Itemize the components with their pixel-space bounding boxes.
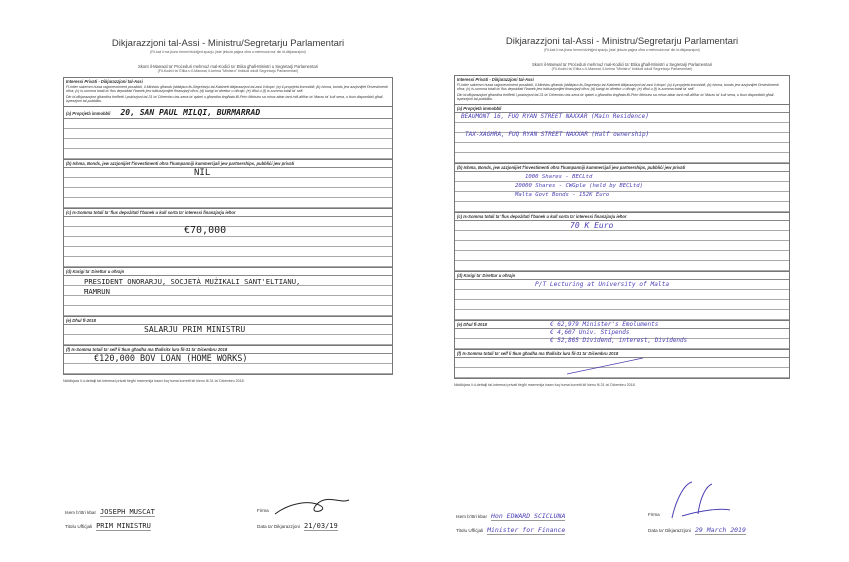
signature-icon [271,496,351,520]
section-e-entry-3: € 52,865 Dividend, interest, Dividends [550,336,688,344]
page-title: Dikjarazzjoni tal-Assi - Ministru/Segretarju Parlamentari [505,36,739,47]
interests-heading: Interessi Privati - Dikjarazzjoni tal-Assi [457,77,534,82]
section-d [63,268,393,317]
section-a-entry: 20, SAN PAUL MILQI, BURMARRAD [120,107,261,117]
section-e [63,317,393,346]
strike-through-icon [565,356,645,376]
left-declaration-page [63,38,393,528]
section-e-label: (e) Dħul fl-2018 [455,321,789,329]
section-f-label: (f) Is-Somma totali ta' self li tkun għadha ma tħallsitx lura fil-31 ta' Diċembru 2018 [64,346,392,354]
section-c-entry: 70 K Euro [570,220,614,230]
name-value: Hon EDWARD SCICLUNA [491,512,566,520]
section-d [454,272,790,321]
page-subtitle: (Fil-każ li ma jkunx hemm biżżejjed spazju, jista' jintuża paġna oħra u mehmuża ma' din id-dikjarazzjoni) [150,50,306,54]
title-value: PRIM MINISTRU [96,522,151,530]
section-a-entry-1: BEAUMONT 16, FUQ RYAN STREET NAXXAR (Main Residence) [461,112,649,120]
section-d-entry-2: ĦAMRUN [84,286,110,296]
section-c-label: (c) Is-Somma totali ta' flus depożitati f'banek u kull sorta ta' interessi finanzjarju ieħor [64,209,392,217]
section-f [63,346,393,375]
signature-row: Firma [257,508,269,513]
section-b-label: (b) Ishma, Bonds, jew azzjonijiet f'investimenti oħra f'kumpanniji kummerċjali jew partnerships, pubbliċi jew privati [455,164,789,172]
section-d-label: (d) Karigi ta' Direttur u oħrajn [455,272,789,280]
section-a-label: (a) Proprjetà immobbli 20, SAN PAUL MILQI, BURMARRAD [64,107,392,119]
interests-text: Fl-intier sakemm huwa raġonevolment possibbli, il-Ministru għandu jiddikjara lis-Segretarju tal-Kabinett dikjarazzjoni tal-assi li tkopri: (a) il-proprjetà immobbli; (b) ishma, bonds jew azzjonijiet f'investimenti oħra; (c) is-somma totali ta' flus depożitati f'banek jew istituzzjonijiet finanzjarji oħra; (d) karigi ta' direttur u oħrajn; (e) dħul u (f) is-somma totali ta' self. [457,83,779,92]
date-row: Data ta' Dikjarazzjoni 21/03/19 [257,522,338,530]
section-b [454,164,790,213]
section-f-entry: €120,000 BOV LOAN (HOME WORKS) [94,353,248,364]
interests-box [454,75,790,105]
reference-line: Skont il-Manwal ta' Proċeduri mehmuż mal-Kodiċi ta' Etika għall-Ministri u Segretarji Parlamentari [137,64,319,69]
footer-note: Niddikjara li d-dettalji tal-interessi privati tiegħi msemmija hawn fuq huma korretti kif kienu fil-31 ta' Diċembru 2018. [454,382,636,387]
section-b-entry-3: Malta Govt Bonds - 152K Euro [515,191,610,198]
section-d-entry-1: PRESIDENT ONORARJU, SOCJETÀ MUŻIKALI SANT'ELTIANU, [84,276,301,286]
section-c-entry: €70,000 [184,224,227,236]
name-value: JOSEPH MUSCAT [100,508,155,516]
section-e-label: (e) Dħul fl-2018 [64,317,392,325]
section-e [454,321,790,350]
interests-text-2: Din id-dikjarazzjoni għandha tirrifletti l-pożizzjoni tal-31 ta' Diċembru tas-sena ta' qabel u għandha tingħata lill-Prim Ministru sa mhux aktar tard mill-aħħar ta' Marzu ta' kull sena, u tkun disponibbli għall-ispezzjoni tal-pubbliku. [457,92,775,102]
interests-box [63,77,393,107]
name-row: Isem b'ittri kbar JOSEPH MUSCAT [65,508,155,516]
signature-icon [662,480,732,520]
date-row: Data ta' Dikjarazzjoni 29 March 2019 [648,526,746,534]
reference-line: Skont il-Manwal ta' Proċeduri mehmuż mal-Kodiċi ta' Etika għall-Ministri u Segretarji Parlamentari [531,62,713,67]
section-c [454,213,790,272]
section-b-label: (b) Ishma, Bonds, jew azzjonijiet f'investimenti oħra f'kumpanniji kummerċjali jew partnerships, pubbliċi jew privati [64,160,392,168]
page-title: Dikjarazzjoni tal-Assi - Ministru/Segretarju Parlamentari [111,38,345,49]
section-a-entry-2: TAX-XAGHRA, FUQ RYAN STREET NAXXAR (Half ownership) [465,130,650,138]
interests-text-2: Din id-dikjarazzjoni għandha tirrifletti l-pożizzjoni tal-31 ta' Diċembru tas-sena ta' qabel u għandha tingħata lill-Prim Ministru sa mhux aktar tard mill-aħħar ta' Marzu ta' kull sena, u tkun disponibbli għall-ispezzjoni tal-pubbliku. [66,94,384,104]
signature-row: Firma [648,512,660,517]
section-c [63,209,393,268]
section-f [454,350,790,379]
section-a [63,107,393,160]
interests-text: Fl-intier sakemm huwa raġonevolment possibbli, il-Ministru għandu jiddikjara lis-Segretarju tal-Kabinett dikjarazzjoni tal-assi li tkopri: (a) il-proprjetà immobbli; (b) ishma, bonds jew azzjonijiet f'investimenti oħra; (c) is-somma totali ta' flus depożitati f'banek jew istituzzjonijiet finanzjarji oħra; (d) karigi ta' direttur u oħrajn; (e) dħul u (f) is-somma totali ta' self. [66,85,388,94]
right-declaration-page [454,36,790,534]
page-subtitle: (Fil-każ li ma jkunx hemm biżżejjed spazju, jista' jintuża paġna oħra u mehmuża ma' din id-dikjarazzjoni) [544,48,700,52]
section-b-entry: NIL [194,167,211,178]
date-value: 29 March 2019 [695,526,746,534]
section-b-entry-2: 20000 Shares - CWGple (held by BECLtd) [515,182,643,189]
section-e-entry-1: € 62,979 Minister's Emoluments [550,320,659,328]
section-a [454,105,790,164]
interests-heading: Interessi Privati - Dikjarazzjoni tal-Assi [66,79,143,84]
section-d-label: (d) Karigi ta' Direttur u oħrajn [64,268,392,276]
section-e-entry-2: € 4,607 Univ. Stipends [550,328,630,336]
reference-line-2: (Fil-Kodiċi ta' Etika u il-Manwal, il-kelma "Ministru" tinkludi wkoll Segretarju Parlamentari) [157,69,299,73]
title-value: Minister for Finance [487,526,566,534]
reference-line-2: (Fil-Kodiċi ta' Etika u il-Manwal, il-kelma "Ministru" tinkludi wkoll Segretarju Parlamentari) [551,67,693,71]
section-b [63,160,393,209]
section-c-label: (c) Is-Somma totali ta' flus depożitati f'banek u kull sorta ta' interessi finanzjarju ieħor [455,213,789,221]
date-value: 21/03/19 [304,522,338,530]
name-row: Isem b'ittri kbar Hon EDWARD SCICLUNA [456,512,566,520]
section-f-label: (f) Is-Somma totali ta' self li tkun għadha ma tħallsitx lura fil-31 ta' Diċembru 2018 [455,350,789,358]
title-row: Titolu Uffiċjali PRIM MINISTRU [65,522,151,530]
title-row: Titolu Uffiċjali Minister for Finance [456,526,566,534]
section-e-entry: SALARJU PRIM MINISTRU [144,324,246,334]
footer-note: Niddikjara li d-dettalji tal-interessi privati tiegħi msemmija hawn fuq huma korretti kif kienu fil-31 ta' Diċembru 2018. [63,378,245,383]
section-d-entry: P/T Lecturing at University of Malta [535,280,670,288]
section-a-label: (a) Proprjetà immobbli [455,105,789,113]
section-b-entry-1: 1000 Shares - BECLtd [525,173,593,180]
